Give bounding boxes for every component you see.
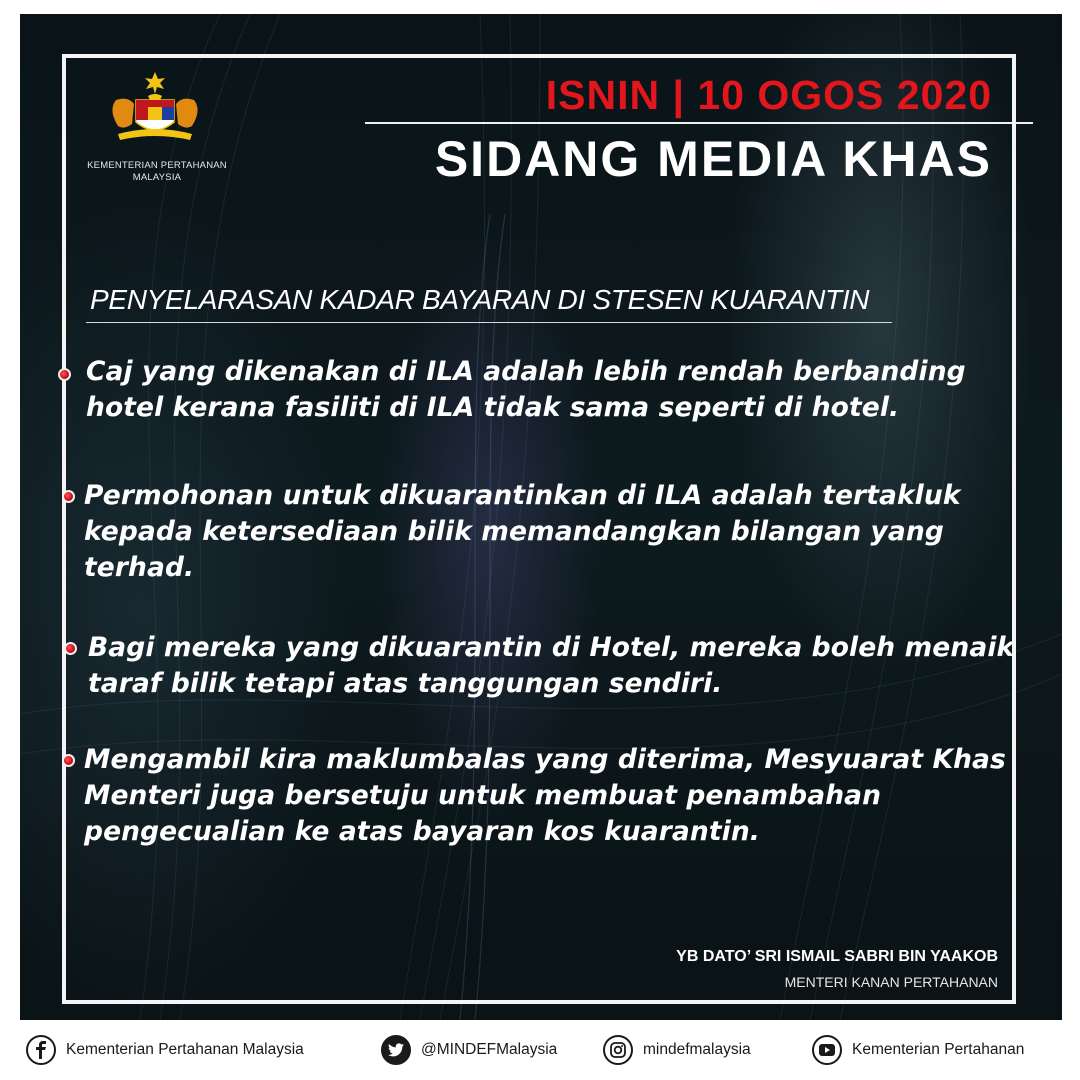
point-2-line-3: terhad. xyxy=(84,552,195,583)
facebook-link[interactable] xyxy=(26,1032,304,1068)
point-item-2 xyxy=(84,478,961,586)
header-divider xyxy=(365,122,1033,124)
page-title: SIDANG MEDIA KHAS xyxy=(434,131,992,187)
event-date: ISNIN | 10 OGOS 2020 xyxy=(545,72,992,118)
instagram-link[interactable] xyxy=(603,1032,751,1068)
point-4-line-1: Mengambil kira maklumbalas yang diterima, Mesyuarat Khas xyxy=(84,744,1006,775)
facebook-label: Kementerian Pertahanan Malaysia xyxy=(66,1041,304,1058)
social-footer xyxy=(0,1022,1080,1080)
point-4-line-2: Menteri juga bersetuju untuk membuat penambahan xyxy=(84,780,882,811)
twitter-link[interactable] xyxy=(381,1032,557,1068)
bullet-icon xyxy=(62,754,75,767)
bullet-icon xyxy=(64,642,77,655)
twitter-label: @MINDEFMalaysia xyxy=(421,1041,558,1058)
point-4-line-3: pengecualian ke atas bayaran kos kuarantin. xyxy=(84,816,760,847)
section-heading: PENYELARASAN KADAR BAYARAN DI STESEN KUARANTIN xyxy=(90,284,870,315)
point-2-line-2: kepada ketersediaan bilik memandangkan bilangan yang xyxy=(84,516,944,547)
point-item-1 xyxy=(86,354,966,426)
ministry-line-1: KEMENTERIAN PERTAHANAN xyxy=(87,160,227,171)
point-item-3 xyxy=(88,630,1014,702)
instagram-label: mindefmalaysia xyxy=(643,1041,751,1058)
instagram-icon xyxy=(603,1035,633,1065)
signatory-role: MENTERI KANAN PERTAHANAN xyxy=(784,974,998,990)
ministry-name xyxy=(82,160,232,184)
section-heading-underline xyxy=(86,322,892,323)
youtube-icon xyxy=(812,1035,842,1065)
youtube-link[interactable] xyxy=(812,1032,1024,1068)
signatory-name: YB DATO’ SRI ISMAIL SABRI BIN YAAKOB xyxy=(676,948,998,965)
youtube-label: Kementerian Pertahanan xyxy=(852,1041,1025,1058)
point-1-line-2: hotel kerana fasiliti di ILA tidak sama seperti di hotel. xyxy=(86,392,900,423)
bullet-icon xyxy=(58,368,71,381)
point-3-line-2: taraf bilik tetapi atas tanggungan sendiri. xyxy=(88,668,723,699)
point-3-line-1: Bagi mereka yang dikuarantin di Hotel, mereka boleh menaik xyxy=(88,632,1015,663)
point-2-line-1: Permohonan untuk dikuarantinkan di ILA adalah tertakluk xyxy=(84,480,961,511)
poster xyxy=(20,14,1062,1020)
facebook-icon xyxy=(26,1035,56,1065)
point-1-line-1: Caj yang dikenakan di ILA adalah lebih rendah berbanding xyxy=(86,356,966,387)
point-item-4 xyxy=(84,742,1006,850)
bullet-icon xyxy=(62,490,75,503)
coat-of-arms-logo xyxy=(98,70,212,142)
ministry-line-2: MALAYSIA xyxy=(132,172,182,183)
twitter-icon xyxy=(381,1035,411,1065)
